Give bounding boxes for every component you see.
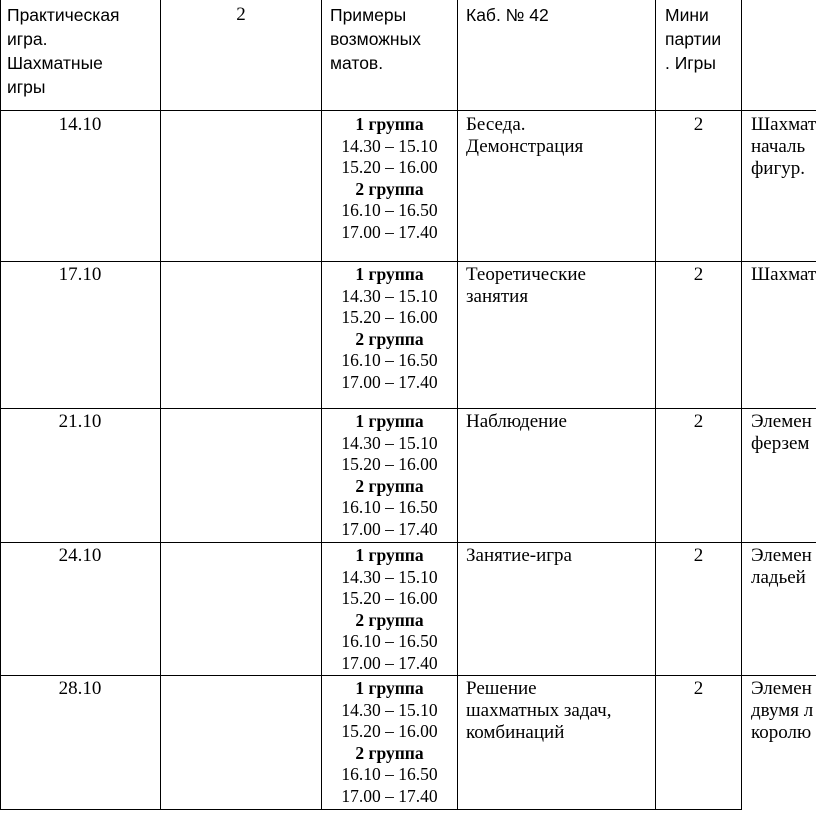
- row-topic: Шахмат началь фигур.: [751, 114, 816, 179]
- header-hours: 2: [236, 4, 246, 25]
- row-date: 28.10: [58, 678, 102, 699]
- grid-hline: [0, 542, 816, 543]
- grid-hline: [0, 809, 741, 810]
- row-hours: 2: [693, 264, 704, 285]
- row-hours: 2: [693, 411, 704, 432]
- row-form: Теоретические занятия: [466, 264, 586, 307]
- row-form: Занятие-игра: [466, 545, 572, 566]
- row-topic: Шахмат: [751, 264, 816, 285]
- row-schedule: 1 группа 14.30 – 15.10 15.20 – 16.00 2 группа 16.10 – 16.50 17.00 – 17.40: [341, 411, 438, 539]
- row-date: 14.10: [58, 114, 102, 135]
- row-hours: 2: [693, 114, 704, 135]
- header-topic: Практическая игра. Шахматные игры: [7, 5, 120, 97]
- grid-hline: [0, 675, 816, 676]
- row-form: Беседа. Демонстрация: [466, 114, 584, 157]
- grid-vline: [160, 0, 161, 810]
- grid-hline: [0, 261, 816, 262]
- header-place: Каб. № 42: [466, 5, 549, 25]
- header-control: Мини партии . Игры: [665, 5, 722, 73]
- row-schedule: 1 группа 14.30 – 15.10 15.20 – 16.00 2 группа 16.10 – 16.50 17.00 – 17.40: [341, 114, 438, 242]
- header-content: Примеры возможных матов.: [330, 5, 421, 73]
- row-date: 21.10: [58, 411, 102, 432]
- row-hours: 2: [693, 678, 704, 699]
- row-date: 24.10: [58, 545, 102, 566]
- row-form: Решение шахматных задач, комбинаций: [466, 678, 612, 743]
- row-hours: 2: [693, 545, 704, 566]
- row-date: 17.10: [58, 264, 102, 285]
- grid-hline: [0, 408, 816, 409]
- row-schedule: 1 группа 14.30 – 15.10 15.20 – 16.00 2 группа 16.10 – 16.50 17.00 – 17.40: [341, 545, 438, 673]
- row-schedule: 1 группа 14.30 – 15.10 15.20 – 16.00 2 группа 16.10 – 16.50 17.00 – 17.40: [341, 264, 438, 392]
- grid-vline: [741, 0, 742, 810]
- grid-hline: [0, 110, 816, 111]
- row-schedule: 1 группа 14.30 – 15.10 15.20 – 16.00 2 группа 16.10 – 16.50 17.00 – 17.40: [341, 678, 438, 806]
- row-topic: Элемен двумя л королю: [751, 678, 814, 743]
- row-form: Наблюдение: [466, 411, 567, 432]
- grid-vline: [457, 0, 458, 810]
- row-topic: Элемен ладьей: [751, 545, 812, 588]
- row-topic: Элемен ферзем: [751, 411, 812, 454]
